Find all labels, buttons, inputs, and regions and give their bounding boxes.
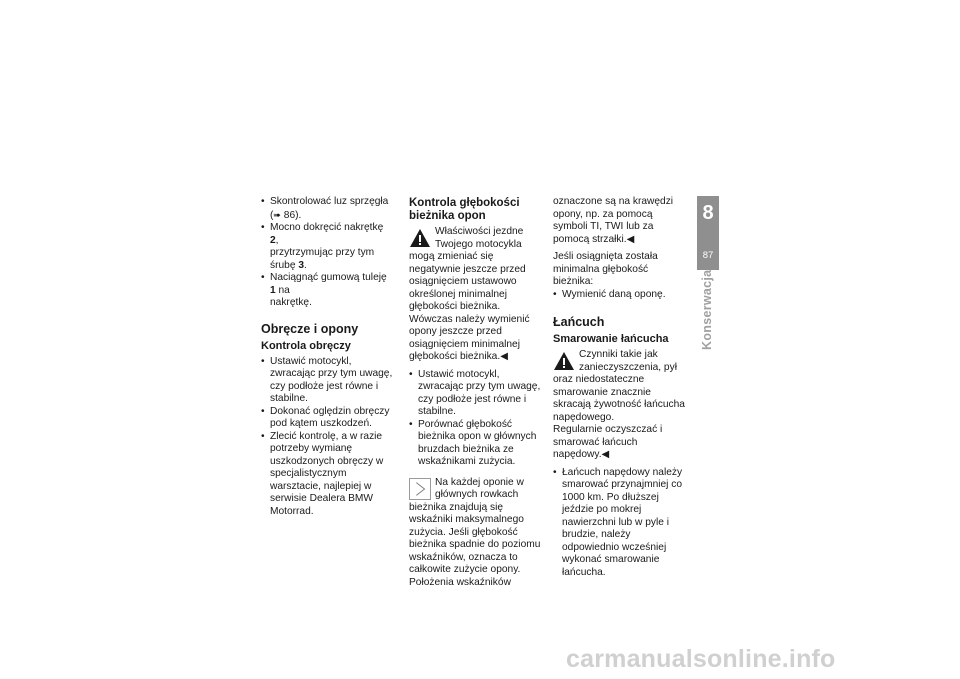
paragraph: Jeśli osiągnięta została minimalna głębokość bieżnika:: [553, 251, 658, 287]
column-3: [553, 196, 688, 579]
warning-note: [553, 349, 688, 424]
steps-list: [553, 289, 688, 302]
list-item: • Wymienić daną oponę.: [553, 289, 688, 302]
steps-list: [409, 369, 544, 469]
list-item: • Ustawić motocykl, zwracając przy tym uwagę, czy podłoże jest równe i stabilne.: [261, 356, 393, 406]
end-mark-icon: ◀: [500, 351, 509, 362]
paragraph: oznaczone są na krawędzi opony, np. za pomocą symboli TI, TWI lub za pomocą strzałki.◀: [553, 196, 674, 245]
list-item: • Dokonać oględzin obręczy pod kątem uszkodzeń.: [261, 406, 393, 431]
section-heading: Łańcuch: [553, 315, 605, 329]
column-1: [261, 196, 393, 518]
page-ref-arrow-icon: ➠: [273, 209, 281, 220]
chapter-tab: [697, 196, 719, 270]
watermark: carmanualsonline.info: [566, 645, 836, 673]
chapter-side-title: Konserwacja: [700, 269, 714, 350]
steps-list: [553, 467, 688, 580]
column-2: [409, 196, 544, 589]
page-ref: 86: [283, 209, 296, 221]
info-note-icon: [409, 478, 431, 500]
warning-note: [409, 226, 544, 314]
end-mark-icon: ◀: [601, 449, 610, 460]
info-text: Na każdej oponie w głównych rowkach bieżnika znajdują się wskaźniki maksymalnego zużycia. Jeśli głębokość bieżnika spadnie do poziomu wskaźników, oznacza to całkowite zużycie opony. Położenia wskaźników: [409, 476, 541, 588]
end-mark-icon: ◀: [626, 233, 635, 245]
paragraph: Wówczas należy wymienić opony jeszcze przed osiągnięciem minimalnej głębokości bieżnika.◀: [409, 313, 530, 362]
warning-text: Właściwości jezdne Twojego motocykla mogą zmieniać się negatywnie jeszcze przed osiągnięciem ustawowo określonej minimalnej głębokości bieżnika.: [409, 226, 526, 312]
info-note: [409, 477, 544, 590]
paragraph: Regularnie oczyszczać i smarować łańcuch napędowy.◀: [553, 424, 663, 460]
subsection-heading: Kontrola głębokości bieżnika opon: [409, 197, 520, 222]
list-item: • Skontrolować luz sprzęgła (➠ 86).: [261, 196, 393, 222]
list-item: • Zlecić kontrolę, a w razie potrzeby wymianę uszkodzonych obręczy w specjalistycznym warsztacie, najlepiej w serwisie Dealera BMW Motorrad.: [261, 431, 393, 519]
list-item: • Naciągnąć gumową tuleję 1 na nakrętkę.: [261, 272, 393, 310]
section-heading: Obręcze i opony: [261, 321, 359, 336]
warning-triangle-icon: [409, 227, 431, 249]
steps-list-1: [261, 196, 393, 310]
warning-triangle-icon: [553, 350, 575, 372]
subsection-heading: Smarowanie łańcucha: [553, 333, 669, 345]
subsection-heading: Kontrola obręczy: [261, 339, 351, 352]
list-item: • Ustawić motocykl, zwracając przy tym uwagę, czy podłoże jest równe i stabilne.: [409, 369, 544, 419]
list-item: • Łańcuch napędowy należy smarować przynajmniej co 1000 km. Po dłuższej jeździe po mokrej nawierzchni lub w pyle i brudzie, należy odpowiednio wcześniej wykonać smarowanie łańcucha.: [553, 467, 688, 580]
warning-text: Czynniki takie jak zanieczyszczenia, pył oraz niedostateczne smarowanie znacznie skracają żywotność łańcucha napędowego.: [553, 349, 685, 423]
steps-list-2: [261, 356, 393, 519]
list-item: • Porównać głębokość bieżnika opon w głównych bruzdach bieżnika ze wskaźnikami zużycia.: [409, 419, 544, 469]
chapter-number: 8: [702, 202, 714, 224]
page-number: 87: [702, 250, 714, 261]
list-item: • Mocno dokręcić nakrętkę 2, przytrzymując przy tym śrubę 3.: [261, 222, 393, 272]
